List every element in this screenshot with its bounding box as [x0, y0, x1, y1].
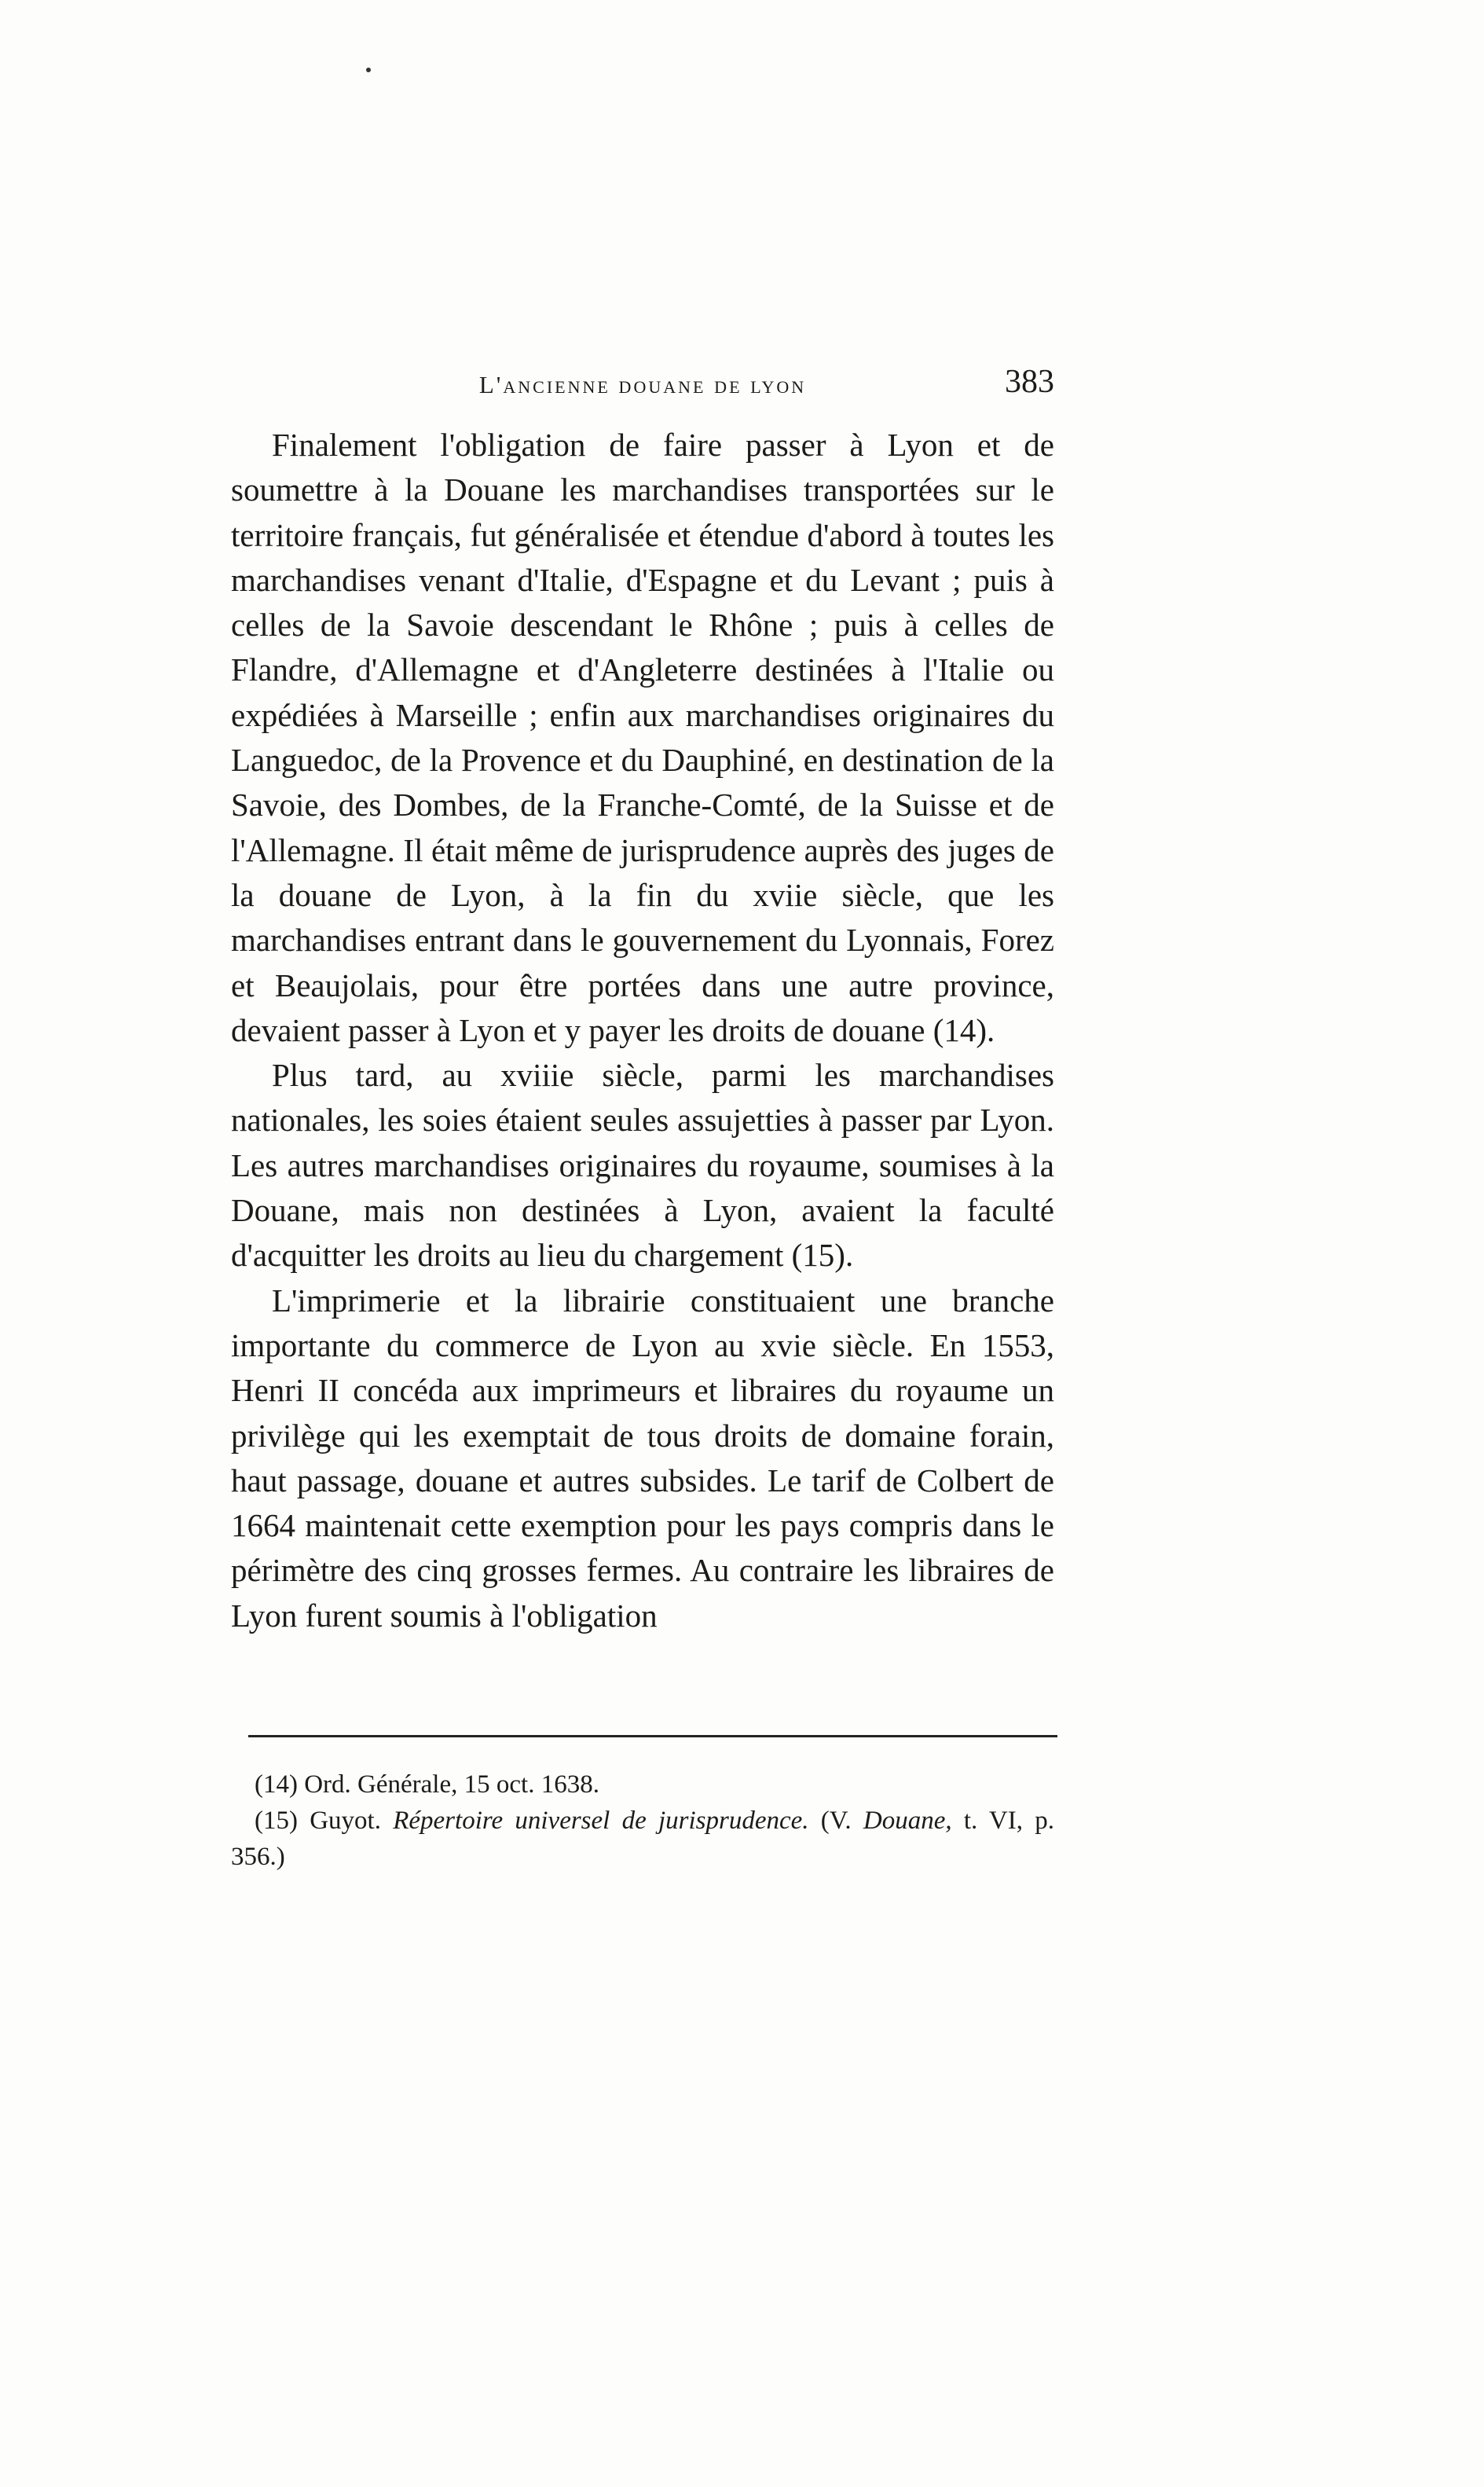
page-number: 383: [1005, 364, 1054, 400]
body-text: [231, 423, 1054, 1638]
footnote-15-prefix: (15) Guyot.: [255, 1807, 394, 1835]
paragraph-3: L'imprimerie et la librairie constituaient une branche importante du commerce de Lyon au xvie siècle. En 1553, Henri II concéda aux imprimeurs et libraires du royaume un privilège qui les exemptait de tous droits de domaine forain, haut passage, douane et autres subsides. Le tarif de Colbert de 1664 maintenait cette exemption pour les pays compris dans le périmètre des cinq grosses fermes. Au contraire les libraires de Lyon furent soumis à l'obligation: [231, 1282, 1054, 1634]
running-title: L'ancienne douane de lyon: [478, 371, 807, 398]
footnote-15-entry: Douane,: [863, 1807, 952, 1835]
footnote-15: [231, 1803, 1054, 1875]
footnote-rule: [248, 1735, 1057, 1737]
footnote-15-middle: (V.: [808, 1807, 863, 1835]
running-header: [231, 363, 1054, 410]
paragraph-1: Finalement l'obligation de faire passer à Lyon et de soumettre à la Douane les marchandises transportées sur le territoire français, fut généralisée et étendue d'abord à toutes les marchandises venant d'Italie, d'Espagne et du Levant ; puis à celles de la Savoie descendant le Rhône ; puis à celles de Flandre, d'Allemagne et d'Angleterre destinées à l'Italie ou expédiées à Marseille ; enfin aux marchandises originaires du Languedoc, de la Provence et du Dauphiné, en destination de la Savoie, des Dombes, de la Franche-Comté, de la Suisse et de l'Allemagne. Il était même de jurisprudence auprès des juges de la douane de Lyon, à la fin du xviie siècle, que les marchandises entrant dans le gouvernement du Lyonnais, Forez et Beaujolais, pour être portées dans une autre province, devaient passer à Lyon et y payer les droits de douane (14).: [231, 427, 1054, 1048]
footnote-15-suffix: t. VI, p. 356.): [231, 1807, 1054, 1871]
paragraph-2: Plus tard, au xviiie siècle, parmi les marchandises nationales, les soies étaient seules assujetties à passer par Lyon. Les autres marchandises originaires du royaume, soumises à la Douane, mais non destinées à Lyon, avaient la faculté d'acquitter les droits au lieu du chargement (15).: [231, 1057, 1054, 1274]
footnotes: [231, 1766, 1054, 1875]
footnote-14: (14) Ord. Générale, 15 oct. 1638.: [255, 1770, 599, 1799]
ink-speck: [366, 68, 371, 72]
footnote-15-title: Répertoire universel de jurisprudence.: [393, 1807, 809, 1835]
